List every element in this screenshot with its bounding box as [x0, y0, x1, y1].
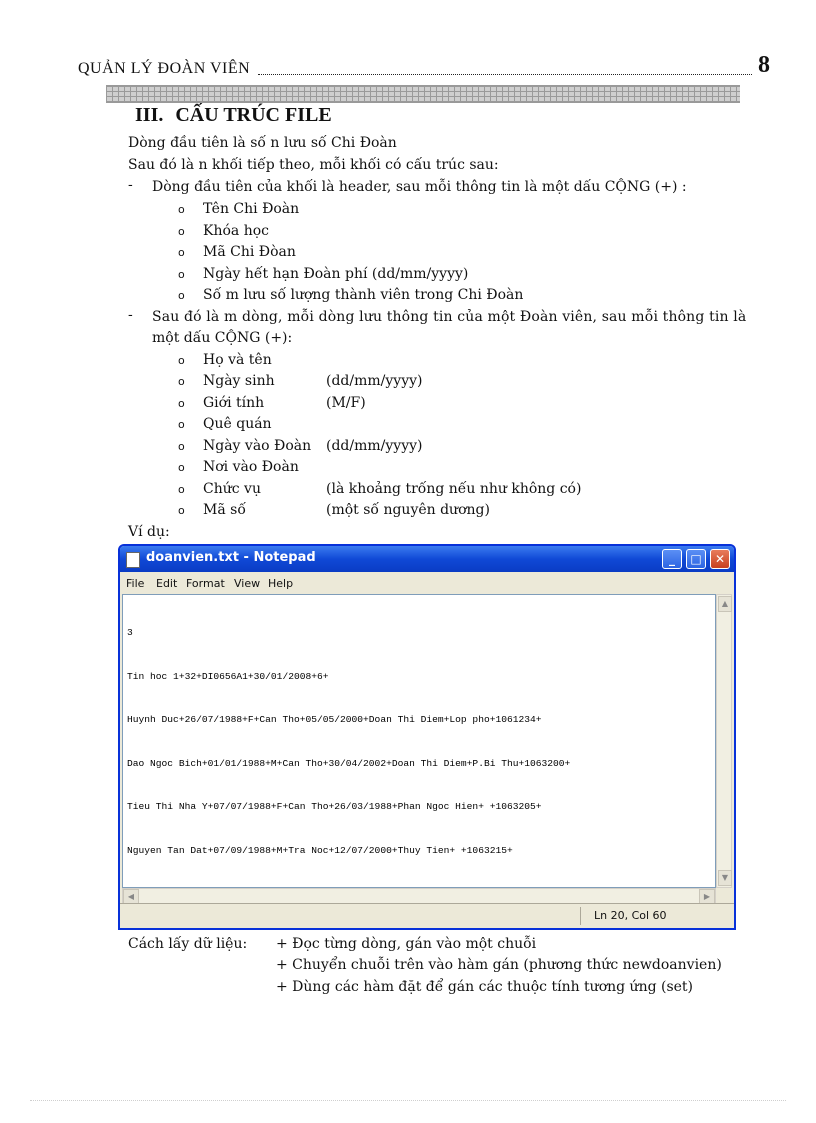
member-block-text-1: Sau đó là m dòng, mỗi dòng lưu thông tin của một Đoàn viên, sau mỗi thông tin là — [152, 309, 747, 325]
horizontal-scrollbar[interactable] — [122, 888, 716, 904]
scroll-down-icon[interactable]: ▼ — [718, 870, 732, 886]
circle-bullet-icon: o — [178, 354, 185, 367]
text-line: Huynh Duc+26/07/1988+F+Can Tho+05/05/2000+Doan Thi Diem+Lop pho+1061234+ — [127, 714, 542, 725]
circle-bullet-icon: o — [178, 375, 185, 388]
member-item-label: Chức vụ — [203, 481, 261, 497]
header-item: Mã Chi Đòan — [203, 244, 296, 260]
notepad-statusbar — [120, 903, 734, 928]
text-line: 3 — [127, 627, 133, 638]
circle-bullet-icon: o — [178, 289, 185, 302]
circle-bullet-icon: o — [178, 418, 185, 431]
retrieval-step: + Chuyển chuỗi trên vào hàm gán (phương thức newdoanvien) — [276, 957, 722, 973]
member-item-label: Ngày vào Đoàn — [203, 438, 312, 454]
member-item-note: (M/F) — [326, 395, 366, 411]
page-header — [78, 52, 770, 80]
circle-bullet-icon: o — [178, 483, 185, 496]
menu-file[interactable]: File — [126, 577, 145, 590]
notepad-text-area[interactable] — [122, 594, 716, 888]
intro-line-1: Dòng đầu tiên là số n lưu số Chi Đoàn — [128, 135, 397, 151]
notepad-app-icon — [126, 552, 140, 568]
circle-bullet-icon: o — [178, 268, 185, 281]
member-item-label: Nơi vào Đoàn — [203, 459, 299, 475]
text-line: Tieu Thi Nha Y+07/07/1988+F+Can Tho+26/03/1988+Phan Ngoc Hien+ +1063205+ — [127, 801, 542, 812]
retrieval-step: + Đọc từng dòng, gán vào một chuỗi — [276, 936, 537, 952]
example-label: Ví dụ: — [128, 524, 170, 540]
decorative-pattern-band — [106, 85, 740, 103]
circle-bullet-icon: o — [178, 203, 185, 216]
text-line: Tin hoc 1+32+DI0656A1+30/01/2008+6+ — [127, 670, 329, 682]
member-item-note: (một số nguyên dương) — [326, 502, 490, 518]
vertical-scrollbar[interactable] — [716, 594, 732, 888]
close-icon[interactable]: ✕ — [710, 549, 730, 569]
circle-bullet-icon: o — [178, 225, 185, 238]
header-title: QUẢN LÝ ĐOÀN VIÊN — [78, 60, 251, 77]
member-item-label: Giới tính — [203, 395, 265, 411]
member-item-note: (dd/mm/yyyy) — [326, 373, 423, 389]
header-item: Số m lưu số lượng thành viên trong Chi Đoàn — [203, 287, 524, 303]
circle-bullet-icon: o — [178, 397, 185, 410]
menu-format[interactable]: Format — [186, 577, 225, 590]
menu-edit[interactable]: Edit — [156, 577, 178, 590]
notepad-menubar — [120, 572, 734, 594]
retrieval-step: + Dùng các hàm đặt để gán các thuộc tính tương ứng (set) — [276, 979, 694, 995]
menu-view[interactable]: View — [234, 577, 261, 590]
header-dot-leader — [258, 74, 752, 75]
retrieval-label: Cách lấy dữ liệu: — [128, 936, 248, 952]
notepad-titlebar — [120, 546, 734, 572]
header-item: Ngày hết hạn Đoàn phí (dd/mm/yyyy) — [203, 266, 469, 282]
dash-bullet: - — [128, 307, 133, 323]
dash-bullet: - — [128, 177, 133, 193]
section-title: CẤU TRÚC FILE — [175, 104, 332, 126]
notepad-content — [127, 597, 593, 888]
page-number: 8 — [758, 52, 770, 78]
circle-bullet-icon: o — [178, 461, 185, 474]
maximize-icon[interactable]: □ — [686, 549, 706, 569]
section-number: III. — [135, 104, 164, 126]
footer-rule — [30, 1100, 786, 1101]
menu-help[interactable]: Help — [268, 577, 294, 590]
header-item: Tên Chi Đoàn — [203, 201, 300, 217]
section-heading — [135, 104, 332, 127]
member-item-label: Ngày sinh — [203, 373, 275, 389]
member-item-label: Mã số — [203, 502, 246, 518]
member-item-note: (dd/mm/yyyy) — [326, 438, 423, 454]
notepad-window — [118, 544, 736, 930]
member-item-label: Quê quán — [203, 416, 272, 432]
member-item-note: (là khoảng trống nếu như không có) — [326, 481, 582, 497]
header-block-text: Dòng đầu tiên của khối là header, sau mỗi thông tin là một dấu CỘNG (+) : — [152, 179, 687, 195]
notepad-title: doanvien.txt - Notepad — [146, 550, 316, 565]
circle-bullet-icon: o — [178, 246, 185, 259]
text-line: Dao Ngoc Bich+01/01/1988+M+Can Tho+30/04/2002+Doan Thi Diem+P.Bi Thu+1063200+ — [127, 757, 571, 769]
scroll-right-icon[interactable]: ▶ — [699, 889, 715, 905]
cursor-position: Ln 20, Col 60 — [594, 909, 667, 922]
circle-bullet-icon: o — [178, 504, 185, 517]
circle-bullet-icon: o — [178, 440, 185, 453]
member-item-label: Họ và tên — [203, 352, 272, 368]
minimize-icon[interactable]: _ — [662, 549, 682, 569]
text-line: Nguyen Tan Dat+07/09/1988+M+Tra Noc+12/07/2000+Thuy Tien+ +1063215+ — [127, 844, 513, 856]
member-block-text-2: một dấu CỘNG (+): — [152, 330, 293, 346]
scroll-up-icon[interactable]: ▲ — [718, 596, 732, 612]
status-separator — [580, 907, 581, 925]
header-item: Khóa học — [203, 223, 269, 239]
scroll-left-icon[interactable]: ◀ — [123, 889, 139, 905]
intro-line-2: Sau đó là n khối tiếp theo, mỗi khối có cấu trúc sau: — [128, 157, 499, 173]
